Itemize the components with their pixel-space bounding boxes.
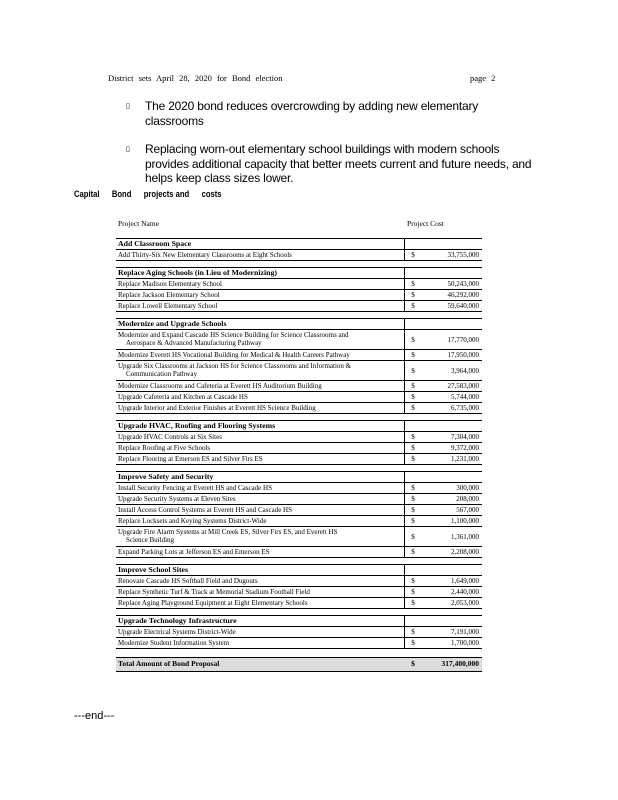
group-title-row [116, 319, 482, 330]
end-marker: ---end--- [74, 710, 115, 722]
bullet-box-icon: ▯ [126, 102, 130, 110]
table-row [116, 290, 482, 301]
currency-symbol: $ [411, 454, 415, 463]
empty-cell [421, 616, 482, 626]
project-name [116, 392, 405, 402]
project-name-line: Replace Aging Playground Equipment at Eight Elementary Schools [118, 598, 308, 607]
group-title: Upgrade Technology Infrastructure [116, 616, 405, 626]
table-group [116, 615, 482, 649]
empty-cell [405, 268, 421, 278]
column-header-project: Project Name [118, 218, 160, 228]
currency-symbol: $ [411, 576, 415, 585]
project-name-line: Upgrade HVAC Controls at Six Sites [118, 432, 222, 441]
project-cost: 5,744,000 [451, 392, 479, 401]
empty-cell [421, 268, 482, 278]
project-name [116, 301, 405, 311]
table-row [116, 483, 482, 494]
project-cost: 9,372,000 [451, 443, 479, 452]
project-name-line: Replace Jackson Elementary School [118, 290, 220, 299]
project-name [116, 516, 405, 526]
project-name-line: Upgrade Interior and Exterior Finishes at Everett HS Science Building [118, 403, 316, 412]
bullet-box-icon: ▯ [126, 145, 130, 153]
bullet-item [126, 142, 536, 186]
empty-cell [405, 421, 421, 431]
project-name-line: Upgrade Cafeteria and Kitchen at Cascade HS [118, 392, 248, 401]
group-title: Improve School Sites [116, 565, 405, 575]
table-row [116, 330, 482, 350]
project-name [116, 443, 405, 453]
currency-symbol: $ [411, 443, 415, 452]
project-name-line: Install Security Fencing at Everett HS and Cascade HS [118, 483, 272, 492]
table-row [116, 494, 482, 505]
project-name [116, 494, 405, 504]
project-cost: 1,231,000 [451, 454, 479, 463]
currency-symbol: $ [411, 432, 415, 441]
project-cost: 7,304,000 [451, 432, 479, 441]
table-row [116, 587, 482, 598]
table-group [116, 318, 482, 414]
total-amount: 317,400,000 [441, 659, 479, 669]
currency-symbol: $ [411, 483, 415, 492]
empty-cell [421, 472, 482, 482]
currency-symbol: $ [411, 505, 415, 514]
section-title-word: Bond [111, 189, 132, 199]
project-cost: 208,000 [456, 494, 479, 503]
currency-symbol: $ [411, 381, 415, 390]
project-cost: 33,755,000 [447, 250, 479, 259]
project-name [116, 454, 405, 464]
project-cost: 1,100,000 [451, 516, 479, 525]
project-cost: 17,950,000 [447, 350, 479, 359]
project-name [116, 279, 405, 289]
currency-symbol: $ [411, 516, 415, 525]
currency-symbol: $ [411, 279, 415, 288]
project-name-line: Modernize Classrooms and Cafeteria at Everett HS Auditorium Building [118, 381, 322, 390]
project-name [116, 627, 405, 637]
project-name [116, 505, 405, 515]
group-title-row [116, 472, 482, 483]
empty-cell [421, 421, 482, 431]
project-name-line: Upgrade Electrical Systems District-Wide [118, 627, 236, 636]
group-title: Add Classroom Space [116, 239, 405, 249]
currency-symbol: $ [411, 598, 415, 607]
empty-cell [405, 239, 421, 249]
table-body [116, 238, 482, 649]
currency-symbol: $ [411, 532, 415, 541]
table-row [116, 432, 482, 443]
project-name [116, 432, 405, 442]
project-name-line: Renovate Cascade HS Softball Field and Dugouts [118, 576, 258, 585]
currency-symbol: $ [411, 403, 415, 412]
page-number: page 2 [470, 73, 496, 83]
project-name-line: Replace Synthetic Turf & Track at Memorial Stadium Football Field [118, 587, 310, 596]
project-name-continuation: Communication Pathway [126, 370, 197, 378]
section-title-word: costs [201, 189, 222, 199]
currency-symbol: $ [411, 366, 415, 375]
empty-cell [405, 472, 421, 482]
project-name [116, 403, 405, 413]
bullet-text: The 2020 bond reduces overcrowding by adding new elementary classrooms [145, 99, 479, 128]
project-name [116, 576, 405, 586]
project-cost-table [116, 216, 482, 672]
empty-cell [421, 565, 482, 575]
project-name [116, 350, 405, 360]
total-label: Total Amount of Bond Proposal [118, 659, 220, 669]
project-name-line: Add Thirty-Six New Elementary Classrooms at Eight Schools [118, 250, 292, 259]
group-title: Improve Safety and Security [116, 472, 405, 482]
currency-symbol: $ [411, 301, 415, 310]
table-row [116, 250, 482, 261]
table-row [116, 350, 482, 361]
table-row [116, 392, 482, 403]
group-title: Upgrade HVAC, Roofing and Flooring Systems [116, 421, 405, 431]
currency-symbol: $ [411, 494, 415, 503]
currency-symbol: $ [411, 638, 415, 647]
project-name-line: Modernize Everett HS Vocational Building for Medical & Health Careers Pathway [118, 350, 350, 359]
project-cost: 2,208,000 [451, 547, 479, 556]
project-cost: 59,640,000 [447, 301, 479, 310]
bullet-item [126, 99, 536, 128]
table-row [116, 403, 482, 414]
project-cost: 50,243,000 [447, 279, 479, 288]
project-name-line: Install Access Control Systems at Everett HS and Cascade HS [118, 505, 292, 514]
table-group [116, 238, 482, 261]
table-header [116, 216, 482, 232]
project-cost: 17,770,000 [447, 335, 479, 344]
section-title [74, 189, 232, 199]
project-name-line: Replace Madison Elementary School [118, 279, 222, 288]
group-title-row [116, 268, 482, 279]
project-cost: 27,583,000 [447, 381, 479, 390]
project-cost: 1,361,000 [451, 532, 479, 541]
table-row [116, 576, 482, 587]
table-row [116, 627, 482, 638]
group-title-row [116, 239, 482, 250]
total-row [116, 657, 482, 672]
project-name [116, 361, 405, 380]
table-group [116, 471, 482, 558]
table-row [116, 454, 482, 465]
project-name [116, 381, 405, 391]
table-row [116, 527, 482, 547]
project-name [116, 598, 405, 608]
currency-symbol: $ [411, 627, 415, 636]
table-row [116, 598, 482, 609]
project-name-line: Replace Lowell Elementary School [118, 301, 218, 310]
table-row [116, 301, 482, 312]
project-name [116, 638, 405, 648]
currency-symbol: $ [411, 250, 415, 259]
table-group [116, 267, 482, 312]
empty-cell [421, 239, 482, 249]
table-row [116, 381, 482, 392]
currency-symbol: $ [411, 290, 415, 299]
project-cost: 300,000 [456, 483, 479, 492]
table-row [116, 547, 482, 558]
project-name-continuation: Science Building [126, 536, 175, 544]
project-name-line: Replace Locksets and Keying Systems District-Wide [118, 516, 267, 525]
currency-symbol: $ [411, 547, 415, 556]
empty-cell [405, 616, 421, 626]
project-name [116, 483, 405, 493]
project-name [116, 330, 405, 349]
table-row [116, 505, 482, 516]
table-group [116, 564, 482, 609]
table-row [116, 361, 482, 381]
project-name-line: Upgrade Six Classrooms at Jackson HS for Science Classrooms and Information & [118, 361, 352, 370]
table-row [116, 279, 482, 290]
project-name-continuation: Aerospace & Advanced Manufacturing Pathway [126, 339, 262, 347]
section-title-word: Capital [74, 189, 100, 199]
project-cost: 6,735,000 [451, 403, 479, 412]
project-name [116, 587, 405, 597]
group-title-row [116, 565, 482, 576]
currency-symbol: $ [411, 587, 415, 596]
project-name-line: Modernize and Expand Cascade HS Science Building for Science Classrooms and [118, 330, 349, 339]
project-name-line: Replace Roofing at Five Schools [118, 443, 211, 452]
group-title: Replace Aging Schools (in Lieu of Modernizing) [116, 268, 405, 278]
project-name-line: Expand Parking Lots at Jefferson ES and Emerson ES [118, 547, 270, 556]
project-cost: 567,000 [456, 505, 479, 514]
currency-symbol: $ [411, 335, 415, 344]
bullet-list [126, 99, 536, 200]
project-cost: 2,440,000 [451, 587, 479, 596]
project-cost: 1,649,000 [451, 576, 479, 585]
group-title-row [116, 421, 482, 432]
group-title-row [116, 616, 482, 627]
bullet-text: Replacing worn-out elementary school buildings with modern schools provides additional capacity that better meets current and future needs, and helps keep class sizes lower. [145, 142, 532, 185]
page-header-title: District sets April 28, 2020 for Bond election [108, 73, 283, 83]
currency-symbol: $ [411, 350, 415, 359]
project-name-line: Upgrade Fire Alarm Systems at Mill Creek ES, Silver Firs ES, and Everett HS [118, 527, 338, 536]
project-name [116, 250, 405, 260]
currency-symbol: $ [411, 659, 415, 669]
group-title: Modernize and Upgrade Schools [116, 319, 405, 329]
project-name [116, 290, 405, 300]
column-header-cost: Project Cost [407, 218, 444, 228]
empty-cell [405, 319, 421, 329]
project-cost: 1,700,000 [451, 638, 479, 647]
project-name [116, 527, 405, 546]
project-cost: 3,964,000 [451, 366, 479, 375]
section-title-word: projects and [143, 189, 190, 199]
table-row [116, 516, 482, 527]
project-name-line: Modernize Student Information System [118, 638, 230, 647]
project-name-line: Upgrade Security Systems at Eleven Sites [118, 494, 236, 503]
table-row [116, 638, 482, 649]
project-cost: 7,191,000 [451, 627, 479, 636]
currency-symbol: $ [411, 392, 415, 401]
project-cost: 2,053,000 [451, 598, 479, 607]
table-row [116, 443, 482, 454]
empty-cell [405, 565, 421, 575]
project-name [116, 547, 405, 557]
project-cost: 46,292,000 [447, 290, 479, 299]
table-group [116, 420, 482, 465]
project-name-line: Replace Flooring at Emerson ES and Silver Firs ES [118, 454, 263, 463]
empty-cell [421, 319, 482, 329]
